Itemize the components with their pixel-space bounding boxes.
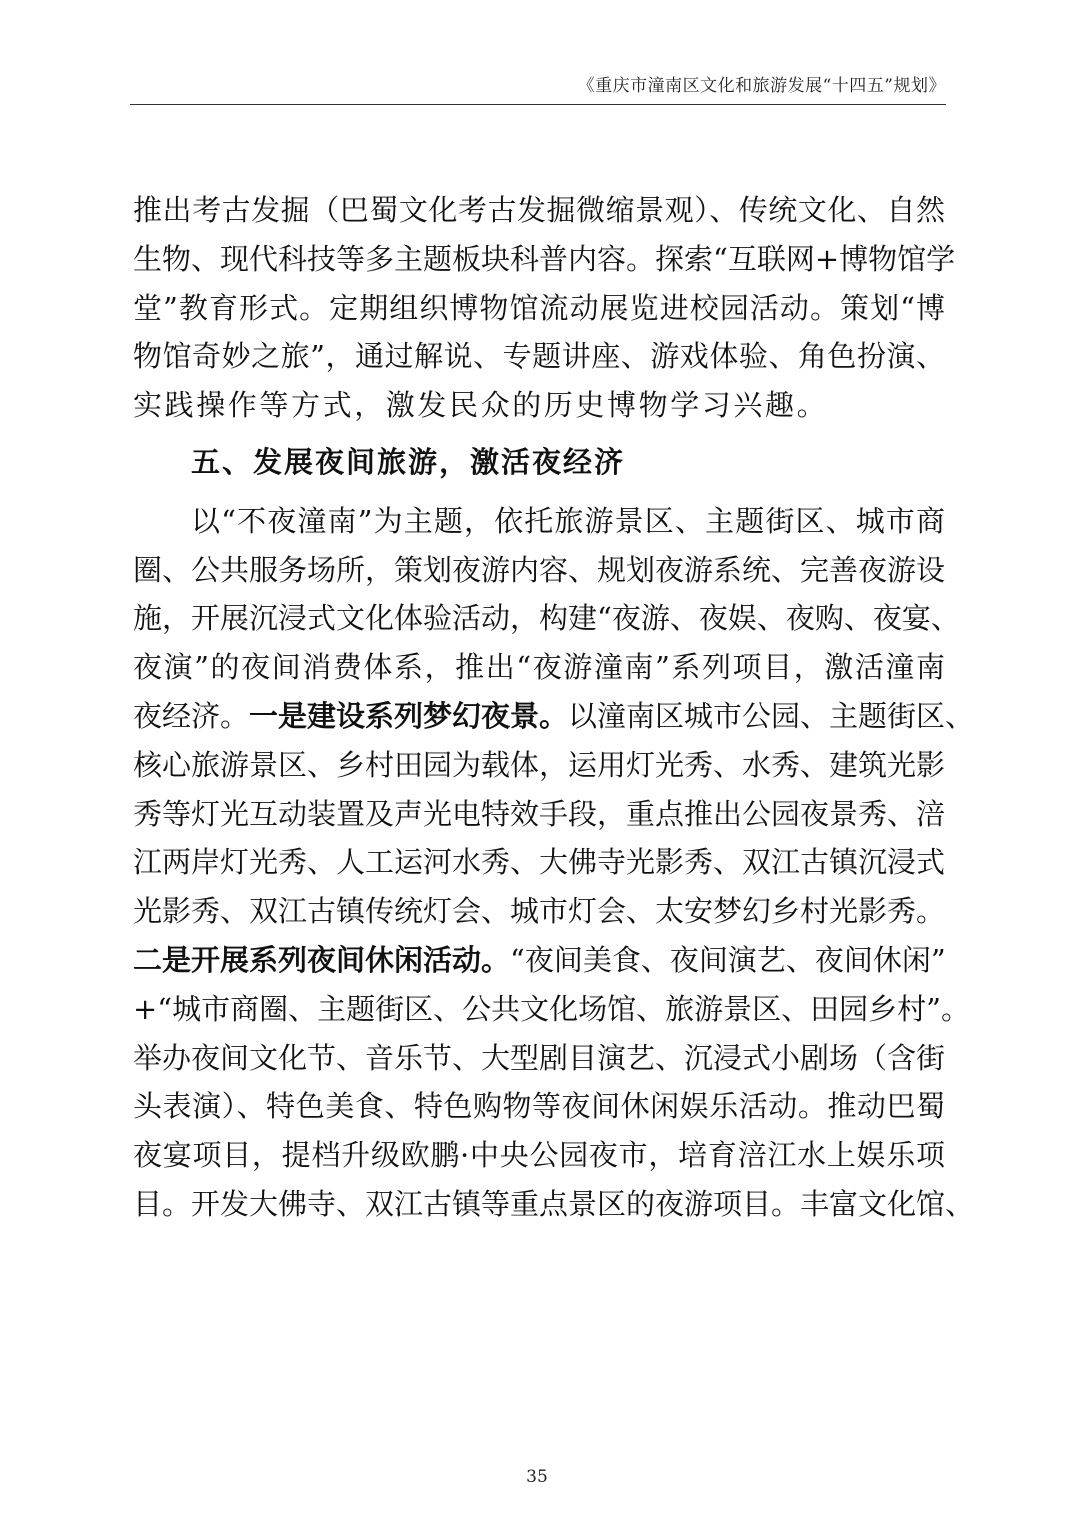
page-number: 35 (526, 1467, 548, 1487)
paragraph-line: 物馆奇妙之旅”，通过解说、专题讲座、游戏体验、角色扮演、 (133, 339, 945, 374)
line-text: 夜经济。 (133, 698, 250, 733)
paragraph-line: 实践操作等方式，激发民众的历史博物学习兴趣。 (133, 388, 829, 423)
body-text (133, 186, 975, 1229)
paragraph-line: 推出考古发掘（巴蜀文化考古发掘微缩景观）、传统文化、自然 (133, 193, 945, 227)
line-text: “夜间美食、夜间演艺、夜间休闲” (510, 942, 946, 977)
paragraph-line: 夜宴项目，提档升级欧鹏·中央公园夜市，培育涪江水上娱乐项 (133, 1138, 945, 1173)
paragraph-line: 江两岸灯光秀、人工运河水秀、大佛寺光影秀、双江古镇沉浸式 (133, 845, 946, 880)
paragraph-line: 头表演）、特色美食、特色购物等夜间休闲娱乐活动。推动巴蜀 (133, 1089, 945, 1124)
paragraph-line: 夜演”的夜间消费体系，推出“夜游潼南”系列项目，激活潼南 (133, 650, 945, 685)
paragraph-line: 举办夜间文化节、音乐节、大型剧目演艺、沉浸式小剧场（含街 (133, 1040, 946, 1075)
paragraph-line: 生物、现代科技等多主题板块科普内容。探索“互联网+博物馆学 (133, 241, 956, 276)
paragraph-line: 目。开发大佛寺、双江古镇等重点景区的夜游项目。丰富文化馆、 (133, 1186, 975, 1221)
paragraph-line: 施，开展沉浸式文化体验活动，构建“夜游、夜娱、夜购、夜宴、 (133, 601, 960, 636)
running-header (130, 74, 946, 105)
paragraph-line: 秀等灯光互动装置及声光电特效手段，重点推出公园夜景秀、涪 (133, 796, 946, 831)
header-title: 《重庆市潼南区文化和旅游发展“十四五”规划》 (577, 76, 946, 96)
emphasis-text: 二是开展系列夜间休闲活动。 (133, 942, 511, 977)
paragraph-line: +“城市商圈、主题街区、公共文化场馆、旅游景区、田园乡村”。 (133, 991, 970, 1026)
paragraph-line (133, 936, 945, 985)
emphasis-text: 一是建设系列梦幻夜景。 (249, 698, 569, 733)
line-text: 以潼南区城市公园、主题街区、 (568, 698, 975, 733)
paragraph-line: 光影秀、双江古镇传统灯会、城市灯会、太安梦幻乡村光影秀。 (133, 894, 946, 929)
section-heading: 五、发展夜间旅游，激活夜经济 (191, 444, 626, 479)
paragraph-line: 核心旅游景区、乡村田园为载体，运用灯光秀、水秀、建筑光影 (133, 747, 946, 782)
paragraph-line: 圈、公共服务场所，策划夜游内容、规划夜游系统、完善夜游设 (133, 552, 946, 587)
paragraph-line: 堂”教育形式。定期组织博物馆流动展览进校园活动。策划“博 (133, 290, 945, 325)
paragraph-line (133, 692, 975, 741)
paragraph-line: 以“不夜潼南”为主题，依托旅游景区、主题街区、城市商 (191, 503, 945, 538)
